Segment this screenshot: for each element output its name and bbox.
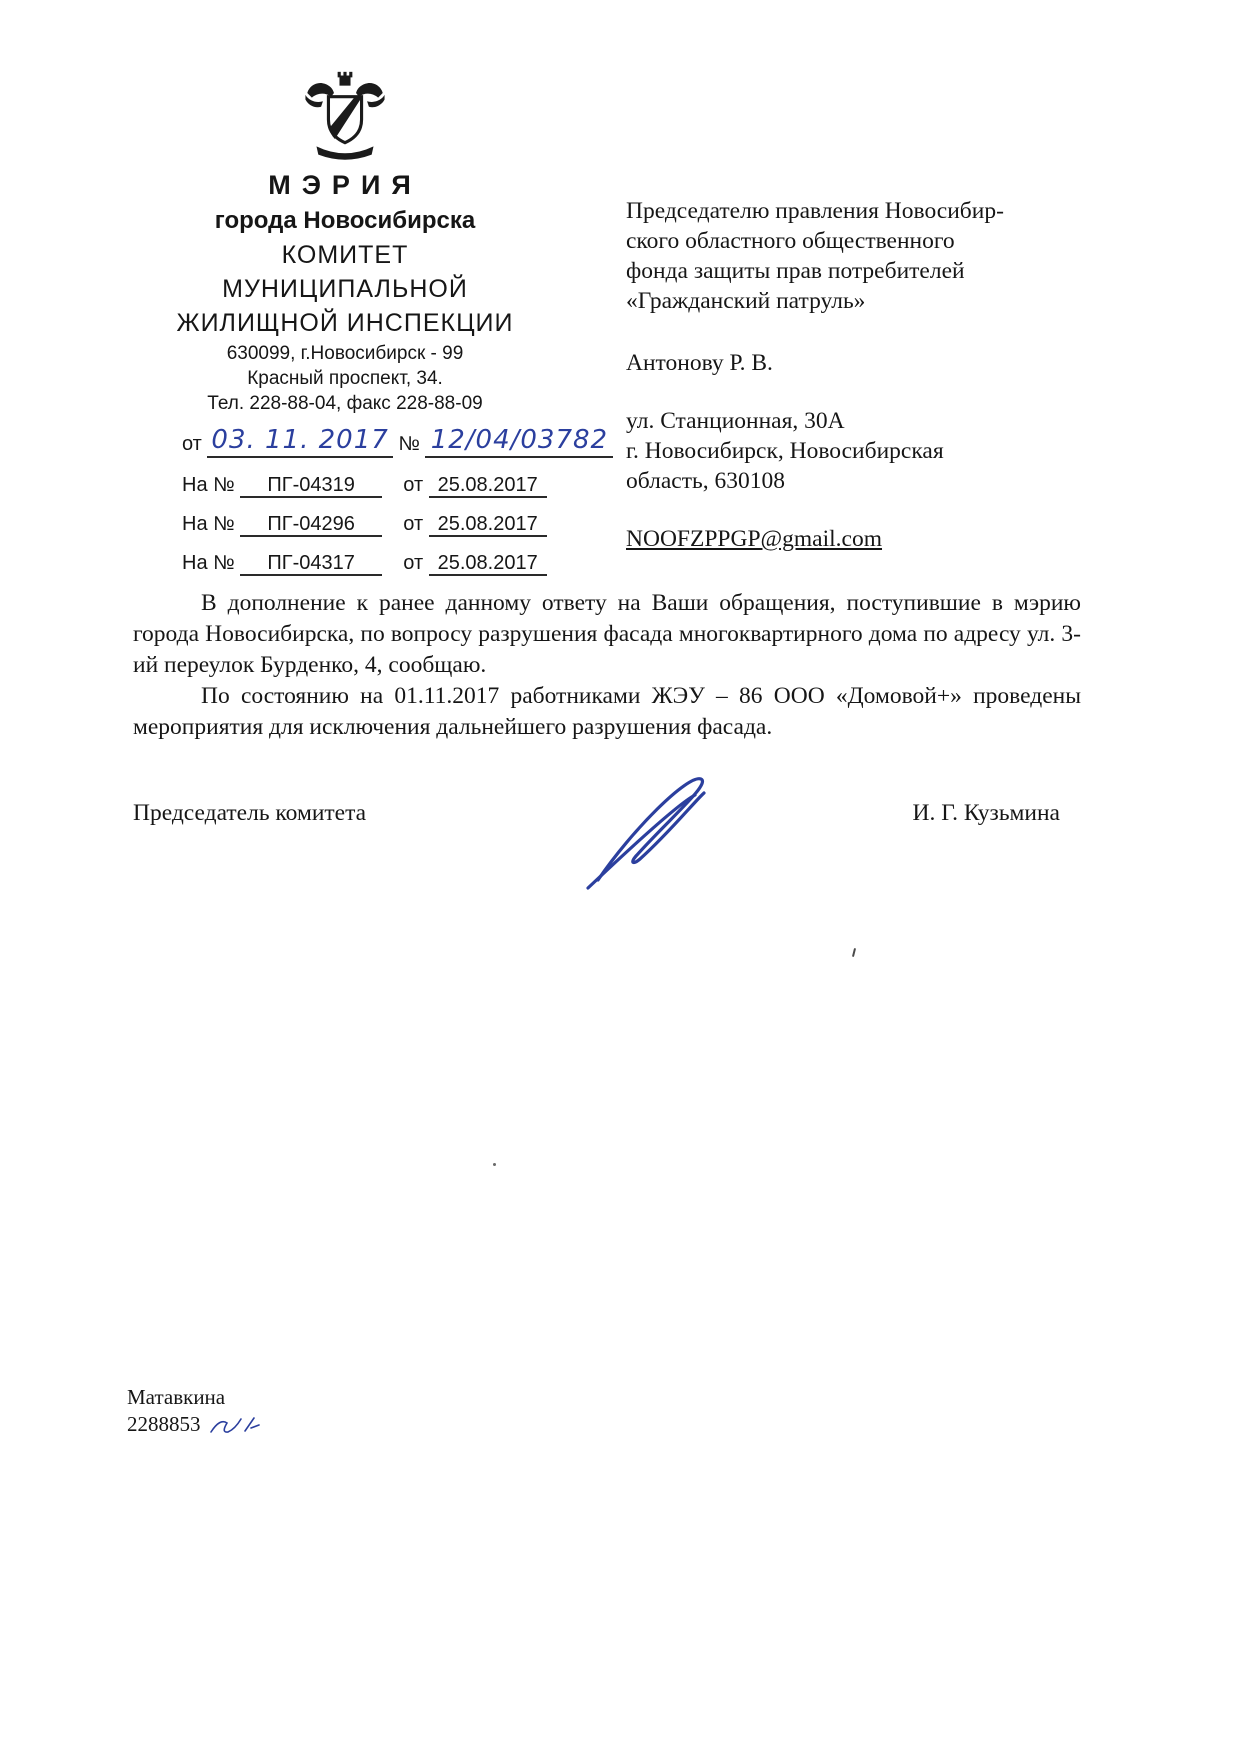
signatory-name: И. Г. Кузьмина (912, 800, 1060, 826)
reference-date: 25.08.2017 (429, 514, 547, 537)
outgoing-date-handwritten: 03. 11. 2017 (211, 425, 389, 455)
recipient-address-line: ул. Станционная, 30А (626, 408, 845, 434)
scan-artifact-tick (852, 948, 856, 957)
body-paragraph-2: По состоянию на 01.11.2017 работниками ЖЭУ – 86 ООО «Домовой+» проведены мероприятия для исключения дальнейшего разрушения фасада. (133, 683, 1081, 740)
recipient-org-line: фонда защиты прав потребителей (626, 258, 965, 284)
reference-number: ПГ-04317 (240, 553, 382, 576)
city-coat-of-arms-icon (299, 68, 391, 164)
body-paragraph-1: В дополнение к ранее данному ответу на Ваши обращения, поступившие в мэрию города Новосибирска, по вопросу разрушения фасада многоквартирного дома по адресу ул. 3-ий переулок Бурденко, 4, сообщаю. (133, 590, 1081, 678)
outgoing-number-label: № (398, 433, 420, 455)
org-phone-line: Тел. 228-88-04, факс 228-88-09 (207, 393, 483, 414)
reference-label: На № (182, 513, 235, 535)
outgoing-date-field (207, 425, 392, 458)
executor-phone: 2288853 (127, 1412, 201, 1436)
outgoing-number-field (425, 425, 613, 458)
recipient-org-line: Председателю правления Новосибир- (626, 198, 1004, 224)
org-name-city: города Новосибирска (214, 207, 476, 234)
recipient-email: NOOFZPPGP@gmail.com (626, 526, 883, 552)
reference-number: ПГ-04319 (240, 475, 382, 498)
handwritten-signature (580, 758, 750, 908)
org-committee-line3: ЖИЛИЩНОЙ ИНСПЕКЦИИ (176, 309, 514, 337)
recipient-org-line: «Гражданский патруль» (626, 288, 866, 314)
reference-row (182, 474, 570, 498)
org-name-mayor: МЭРИЯ (268, 170, 422, 200)
recipient-address-line: г. Новосибирск, Новосибирская (626, 438, 944, 464)
reference-ot-label: от (403, 513, 424, 535)
signatory-title: Председатель комитета (133, 800, 367, 826)
outgoing-number-handwritten: 12/04/03782 (430, 425, 609, 455)
recipient-org-line: ского областного общественного (626, 228, 955, 254)
org-address-line2: Красный проспект, 34. (247, 368, 443, 389)
scan-artifact-dot (493, 1163, 496, 1166)
executor-initials-scribble (207, 1412, 263, 1438)
reference-number: ПГ-04296 (240, 514, 382, 537)
org-committee-line1: КОМИТЕТ (281, 241, 409, 269)
signature-row (133, 800, 1060, 827)
outgoing-from-label: от (182, 433, 202, 455)
executor-block (127, 1384, 263, 1438)
recipient-address-line: область, 630108 (626, 468, 785, 494)
registration-rows (120, 425, 609, 576)
org-committee-line2: МУНИЦИПАЛЬНОЙ (222, 275, 468, 303)
executor-name: Матавкина (127, 1385, 226, 1409)
reference-date: 25.08.2017 (429, 475, 547, 498)
recipient-block (626, 196, 1086, 554)
letterhead (120, 68, 609, 591)
outgoing-number-row (182, 425, 609, 458)
org-address-line1: 630099, г.Новосибирск - 99 (226, 343, 464, 364)
reference-ot-label: от (403, 552, 424, 574)
reference-date: 25.08.2017 (429, 553, 547, 576)
letter-body (133, 588, 1081, 743)
recipient-address (626, 406, 1086, 496)
reference-label: На № (182, 552, 235, 574)
recipient-name: Антонову Р. В. (626, 350, 773, 376)
reference-row (182, 552, 570, 576)
reference-label: На № (182, 474, 235, 496)
reference-ot-label: от (403, 474, 424, 496)
reference-row (182, 513, 570, 537)
